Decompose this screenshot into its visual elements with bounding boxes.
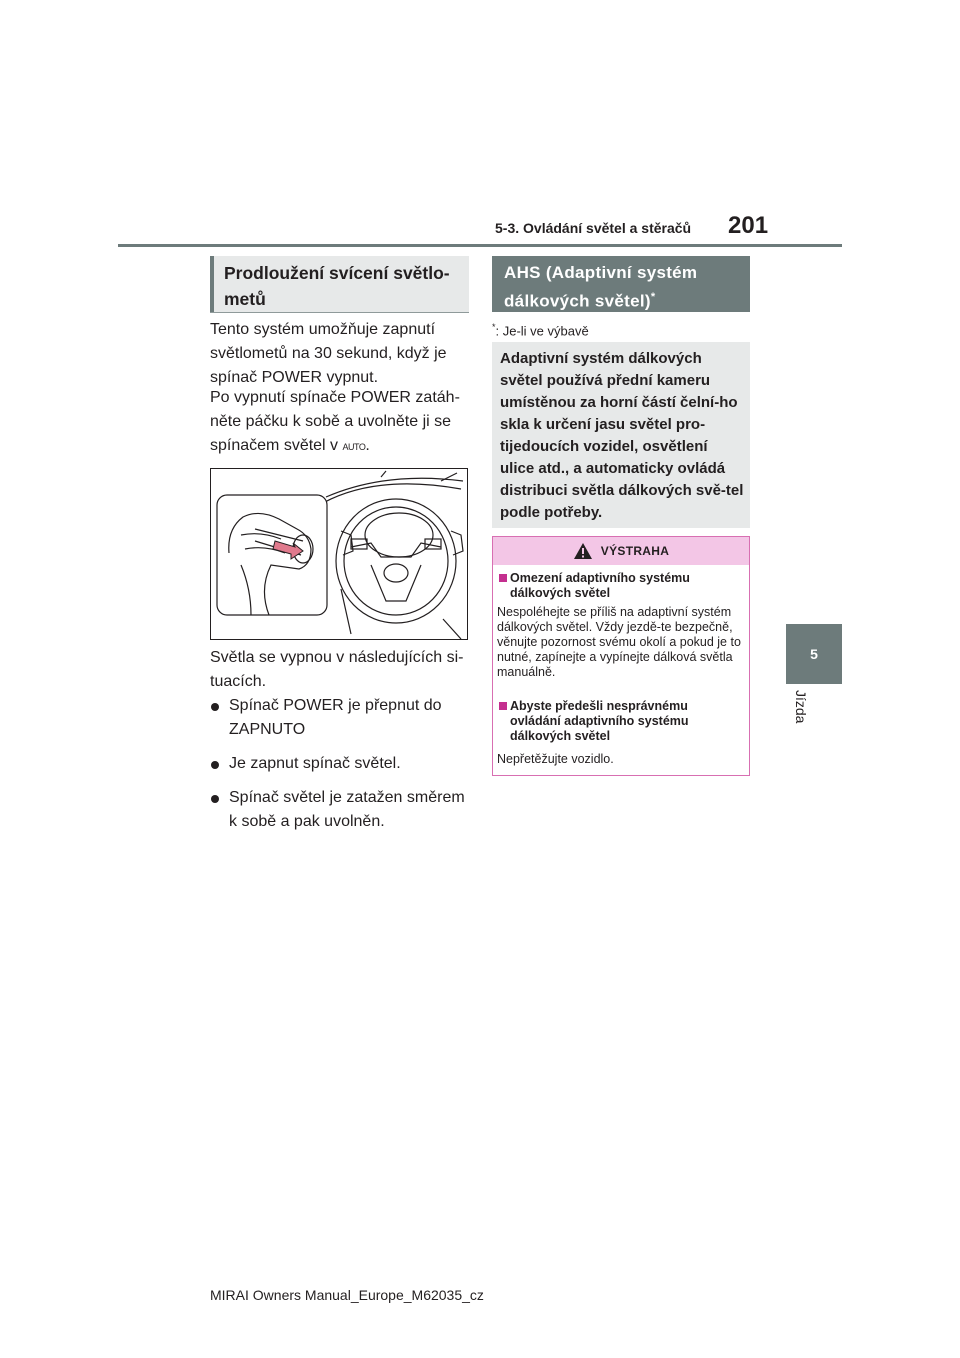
footnote-text: : Je-li ve výbavě <box>495 323 589 339</box>
list-item-text: Spínač světel je zatažen směrem k sobě a pak uvolněn. <box>229 789 465 830</box>
heading-line-2 <box>504 285 750 314</box>
bullet-icon <box>211 761 219 769</box>
list-item-text: Je zapnut spínač světel. <box>229 755 401 772</box>
square-bullet-icon <box>499 574 507 582</box>
section-heading-headlight-extension <box>210 256 469 312</box>
warning-box <box>492 536 750 776</box>
heading-underline <box>210 312 469 313</box>
section-heading-ahs <box>492 256 750 312</box>
heading-footnote-mark: * <box>650 291 656 303</box>
warning-title: VÝSTRAHA <box>600 544 670 558</box>
list-item <box>210 786 472 834</box>
footnote-mark: * <box>492 322 496 332</box>
square-bullet-icon <box>499 702 507 710</box>
heading-line-1: AHS (Adaptivní systém <box>504 263 698 282</box>
paragraph-instruction <box>210 386 472 459</box>
chapter-number: 5 <box>810 646 818 662</box>
warning-triangle-icon <box>573 542 593 560</box>
warning-item-text: Nespoléhejte se příliš na adaptivní systém dálkových světel. Vždy jezdě-te bezpečně, věnujte pozornost svému okolí a pokud je to nutné, zapínejte a vypínejte dálková světla manuálně. <box>497 605 741 679</box>
warning-item-title: Omezení adaptivního systému dálkových světel <box>510 571 690 600</box>
chapter-label: Jízda <box>793 690 809 724</box>
ahs-summary-box: Adaptivní systém dálkových světel používá přední kameru umístěnou za horní částí čelní-ho skla k určení jasu světel pro-tijedoucích vozidel, osvětlení ulice atd., a automaticky ovládá distribuci světla dálkových svě-tel podle potřeby. <box>492 342 750 528</box>
footnote <box>492 322 589 338</box>
footer-doc-id: MIRAI Owners Manual_Europe_M62035_cz <box>210 1287 484 1303</box>
steering-wheel-illustration-icon <box>211 469 468 640</box>
warning-item-text: Nepřetěžujte vozidlo. <box>497 752 614 766</box>
warning-item-2 <box>499 699 741 744</box>
bullet-icon <box>211 703 219 711</box>
list-item <box>210 752 472 776</box>
section-title: 5-3. Ovládání světel a stěračů <box>495 220 692 236</box>
list-item-text: Spínač POWER je přepnut do ZAPNUTO <box>229 697 442 738</box>
header-divider <box>118 244 842 247</box>
instruction-end: . <box>365 437 370 454</box>
conditions-list <box>210 694 472 844</box>
paragraph-conditions: Světla se vypnou v následujících si-tuacích. <box>210 649 464 690</box>
instruction-text: Po vypnutí spínače POWER zatáh-něte páčku k sobě a uvolněte ji se spínačem světel v <box>210 389 460 454</box>
heading-line-1: Prodloužení svícení světlo- <box>224 263 450 283</box>
heading-line-2-text: dálkových světel) <box>504 291 651 311</box>
bullet-icon <box>211 795 219 803</box>
warning-item-title: Abyste předešli nesprávnému ovládání adaptivního systému dálkových světel <box>510 699 689 743</box>
auto-symbol-icon: AUTO <box>342 442 366 452</box>
warning-header <box>493 537 749 565</box>
chapter-tab <box>786 624 842 684</box>
lever-illustration <box>210 468 468 640</box>
list-item <box>210 694 472 742</box>
heading-line-2: metů <box>224 289 266 309</box>
warning-item-1 <box>499 571 741 601</box>
paragraph-intro: Tento systém umožňuje zapnutí světlometů na 30 sekund, když je spínač POWER vypnut. <box>210 321 447 386</box>
page-number: 201 <box>728 212 769 239</box>
